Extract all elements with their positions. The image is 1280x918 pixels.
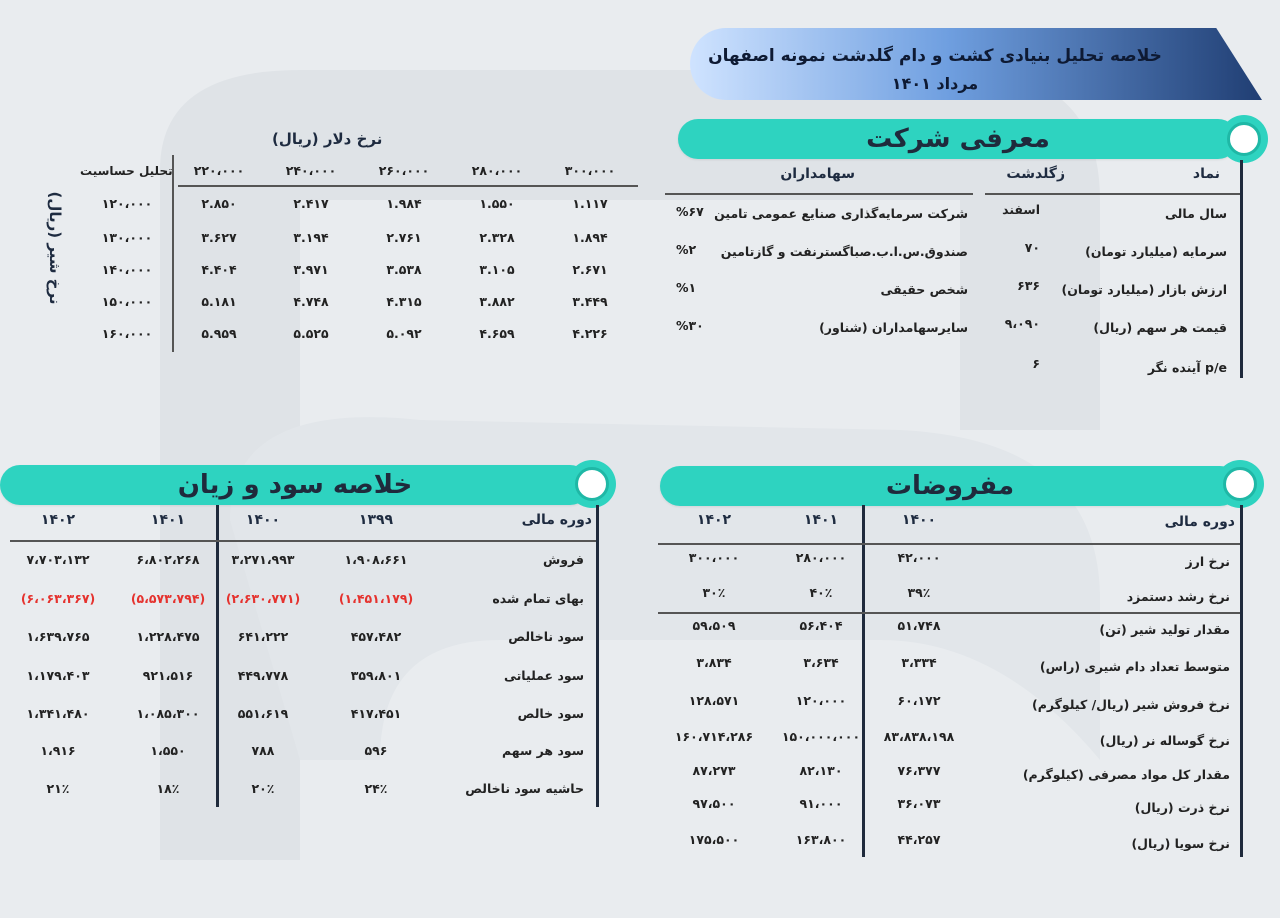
assumptions-cell: ۳۰٪ bbox=[702, 585, 726, 600]
assumptions-year-header: ۱۴۰۰ bbox=[901, 512, 937, 528]
pl-cell: ۶،۸۰۲،۲۶۸ bbox=[136, 552, 200, 567]
assumptions-cell: ۹۷،۵۰۰ bbox=[692, 796, 736, 811]
symbol-label: نماد bbox=[1192, 166, 1220, 182]
pl-row-label: سود هر سهم bbox=[501, 743, 584, 758]
company-vline bbox=[1240, 160, 1243, 378]
assumptions-cell: ۳،۳۳۴ bbox=[901, 655, 937, 670]
pl-cell: ۲۱٪ bbox=[46, 781, 70, 796]
assumptions-cell: ۵۶،۴۰۴ bbox=[799, 618, 843, 633]
sensitivity-column-header: ۲۴۰،۰۰۰ bbox=[285, 163, 337, 178]
pl-cell: ۷،۷۰۳،۱۳۲ bbox=[26, 552, 90, 567]
pl-cell: ۱،۰۸۵،۳۰۰ bbox=[136, 706, 200, 721]
shareholder-percent: %۱ bbox=[676, 280, 697, 295]
assumptions-cell: ۱۵۰،۰۰۰،۰۰۰ bbox=[781, 729, 861, 744]
sensitivity-column-header: ۲۸۰،۰۰۰ bbox=[471, 163, 523, 178]
pl-cell: (۲،۶۳۰،۷۷۱) bbox=[225, 591, 301, 606]
pl-cell: ۱،۵۵۰ bbox=[150, 743, 186, 758]
pl-cell: (۶،۰۶۳،۳۶۷) bbox=[20, 591, 96, 606]
pl-cell: ۱،۳۴۱،۴۸۰ bbox=[26, 706, 90, 721]
pl-cell: ۵۹۶ bbox=[364, 743, 388, 758]
sensitivity-cell: ۱.۱۱۷ bbox=[572, 196, 608, 211]
assumptions-cell: ۹۱،۰۰۰ bbox=[799, 796, 843, 811]
pl-cell: ۱،۶۳۹،۷۶۵ bbox=[26, 629, 90, 644]
shareholders-label: سهامداران bbox=[780, 166, 855, 182]
sensitivity-cell: ۴.۳۱۵ bbox=[386, 294, 422, 309]
sensitivity-cell: ۵.۵۲۵ bbox=[293, 326, 329, 341]
pl-row-label: سود خالص bbox=[517, 706, 584, 721]
shareholder-percent: %۲ bbox=[676, 242, 697, 257]
assumptions-year-header: ۱۴۰۱ bbox=[803, 512, 839, 528]
company-row-value: ۹،۰۹۰ bbox=[1004, 316, 1040, 331]
pl-row-label: سود عملیاتی bbox=[503, 668, 584, 683]
company-row-value: ۷۰ bbox=[1024, 240, 1040, 255]
company-row-label: سال مالی bbox=[1165, 206, 1227, 221]
sensitivity-cell: ۴.۶۵۹ bbox=[479, 326, 515, 341]
symbol-value: زگلدشت bbox=[1006, 166, 1065, 182]
sensitivity-cell: ۵.۰۹۲ bbox=[386, 326, 422, 341]
shareholder-percent: %۶۷ bbox=[676, 204, 704, 219]
assumptions-cell: ۴۲،۰۰۰ bbox=[897, 550, 941, 565]
assumptions-cell: ۳،۶۳۴ bbox=[803, 655, 839, 670]
sensitivity-cell: ۳.۹۷۱ bbox=[293, 262, 329, 277]
pl-header-line bbox=[10, 540, 596, 542]
report-date: مرداد ۱۴۰۱ bbox=[891, 74, 979, 93]
assumptions-cell: ۱۶۰،۷۱۴،۲۸۶ bbox=[674, 729, 754, 744]
shareholder-percent: %۳۰ bbox=[676, 318, 704, 333]
company-row-value: ۶ bbox=[1032, 356, 1040, 371]
sensitivity-column-header: ۲۶۰،۰۰۰ bbox=[378, 163, 430, 178]
assumptions-cell: ۳،۸۳۴ bbox=[696, 655, 732, 670]
sensitivity-vline bbox=[172, 155, 174, 352]
company-header-line-2 bbox=[985, 193, 1240, 195]
assumptions-cell: ۵۱،۷۴۸ bbox=[897, 618, 941, 633]
assumptions-row-label: متوسط تعداد دام شیری (راس) bbox=[1039, 659, 1230, 674]
assumptions-row-label: نرخ فروش شیر (ریال/ کیلوگرم) bbox=[1032, 697, 1230, 712]
pl-vline-mid bbox=[216, 505, 219, 807]
assumptions-cell: ۴۴،۲۵۷ bbox=[897, 832, 941, 847]
company-row-label: سرمایه (میلیارد تومان) bbox=[1085, 244, 1227, 259]
pl-cell: (۵،۵۷۳،۷۹۴) bbox=[130, 591, 206, 606]
company-ring-icon bbox=[1220, 115, 1268, 163]
assumptions-cell: ۶۰،۱۷۲ bbox=[897, 693, 941, 708]
pl-cell: ۱،۱۷۹،۴۰۳ bbox=[26, 668, 90, 683]
sensitivity-cell: ۳.۶۲۷ bbox=[201, 230, 237, 245]
pl-row-label: بهای تمام شده bbox=[492, 591, 584, 606]
pl-year-header: ۱۴۰۲ bbox=[40, 512, 76, 528]
assumptions-ring-icon bbox=[1216, 460, 1264, 508]
sensitivity-row-label: ۱۳۰،۰۰۰ bbox=[101, 230, 153, 245]
shareholder-name: شرکت سرمایه‌گذاری صنایع عمومی تامین bbox=[714, 206, 968, 221]
pl-row-label: حاشیه سود ناخالص bbox=[465, 781, 584, 796]
sensitivity-row-label: ۱۶۰،۰۰۰ bbox=[101, 326, 153, 341]
report-title: خلاصه تحلیل بنیادی کشت و دام گلدشت نمونه اصفهان bbox=[708, 46, 1162, 66]
assumptions-row-label: نرخ رشد دستمزد bbox=[1126, 589, 1230, 604]
company-banner: معرفی شرکت bbox=[678, 119, 1238, 159]
shareholder-name: شخص حقیقی bbox=[880, 282, 968, 297]
pl-year-header: ۱۴۰۰ bbox=[245, 512, 281, 528]
pl-cell: ۴۴۹،۷۷۸ bbox=[237, 668, 289, 683]
sensitivity-cell: ۵.۱۸۱ bbox=[201, 294, 237, 309]
sensitivity-cell: ۴.۴۰۴ bbox=[201, 262, 237, 277]
sensitivity-cell: ۴.۲۲۶ bbox=[572, 326, 608, 341]
assumptions-cell: ۱۷۵،۵۰۰ bbox=[688, 832, 740, 847]
sensitivity-header-line bbox=[178, 185, 638, 187]
pl-period-label: دوره مالی bbox=[521, 512, 592, 528]
company-row-value: ۶۳۶ bbox=[1017, 278, 1040, 293]
milk-rate-label: نرخ شیر (ریال) bbox=[46, 191, 64, 305]
assumptions-cell: ۴۰٪ bbox=[809, 585, 833, 600]
pl-row-label: فروش bbox=[543, 552, 584, 567]
sensitivity-cell: ۲.۳۲۸ bbox=[479, 230, 515, 245]
sensitivity-cell: ۳.۸۸۲ bbox=[479, 294, 515, 309]
sensitivity-cell: ۱.۹۸۴ bbox=[386, 196, 422, 211]
assumptions-row-label: نرخ ذرت (ریال) bbox=[1134, 800, 1230, 815]
sensitivity-cell: ۲.۶۷۱ bbox=[572, 262, 608, 277]
pl-cell: ۳،۲۷۱،۹۹۳ bbox=[231, 552, 295, 567]
assumptions-cell: ۱۶۳،۸۰۰ bbox=[795, 832, 847, 847]
company-row-label: قیمت هر سهم (ریال) bbox=[1093, 320, 1227, 335]
company-row-label: p/e آینده نگر bbox=[1147, 360, 1227, 375]
pl-cell: ۴۵۷،۴۸۲ bbox=[350, 629, 402, 644]
sensitivity-cell: ۵.۹۵۹ bbox=[201, 326, 237, 341]
assumptions-row-label: مقدار تولید شیر (تن) bbox=[1099, 622, 1230, 637]
sensitivity-column-header: ۲۲۰،۰۰۰ bbox=[193, 163, 245, 178]
pl-cell: ۱،۲۲۸،۴۷۵ bbox=[136, 629, 200, 644]
assumptions-row-label: نرخ ارز bbox=[1185, 554, 1230, 569]
assumptions-cell: ۱۲۰،۰۰۰ bbox=[795, 693, 847, 708]
assumptions-row-label: نرخ گوساله نر (ریال) bbox=[1099, 733, 1230, 748]
pl-vline-right bbox=[596, 505, 599, 807]
pl-ring-icon bbox=[568, 460, 616, 508]
assumptions-row-label: نرخ سویا (ریال) bbox=[1131, 836, 1230, 851]
assumptions-cell: ۱۲۸،۵۷۱ bbox=[688, 693, 740, 708]
assumptions-cell: ۸۷،۲۷۳ bbox=[692, 763, 736, 778]
pl-cell: ۲۴٪ bbox=[364, 781, 388, 796]
assumptions-cell: ۳۹٪ bbox=[907, 585, 931, 600]
pl-cell: ۱،۹۱۶ bbox=[40, 743, 76, 758]
dollar-rate-label: نرخ دلار (ریال) bbox=[272, 130, 383, 148]
sensitivity-cell: ۱.۵۵۰ bbox=[479, 196, 515, 211]
sensitivity-cell: ۲.۴۱۷ bbox=[293, 196, 329, 211]
assumptions-row-label: مقدار کل مواد مصرفی (کیلوگرم) bbox=[1022, 767, 1230, 782]
sensitivity-cell: ۴.۷۴۸ bbox=[293, 294, 329, 309]
pl-cell: ۲۰٪ bbox=[251, 781, 275, 796]
company-header-line bbox=[665, 193, 973, 195]
pl-cell: ۴۱۷،۴۵۱ bbox=[350, 706, 402, 721]
pl-year-header: ۱۴۰۱ bbox=[150, 512, 186, 528]
pl-cell: ۱،۹۰۸،۶۶۱ bbox=[344, 552, 408, 567]
pl-cell: ۵۵۱،۶۱۹ bbox=[237, 706, 289, 721]
shareholder-name: سایرسهامداران (شناور) bbox=[819, 320, 968, 335]
sensitivity-corner-label: تحلیل حساسیت bbox=[80, 164, 173, 178]
pl-cell: ۷۸۸ bbox=[251, 743, 275, 758]
assumptions-cell: ۳۰۰،۰۰۰ bbox=[688, 550, 740, 565]
assumptions-cell: ۸۳،۸۳۸،۱۹۸ bbox=[883, 729, 955, 744]
assumptions-banner: مفروضات bbox=[660, 466, 1240, 506]
sensitivity-row-label: ۱۵۰،۰۰۰ bbox=[101, 294, 153, 309]
assumptions-vline-right bbox=[1240, 505, 1243, 857]
assumptions-divider-line bbox=[658, 612, 1240, 614]
pl-year-header: ۱۳۹۹ bbox=[358, 512, 394, 528]
assumptions-year-header: ۱۴۰۲ bbox=[696, 512, 732, 528]
sensitivity-cell: ۲.۸۵۰ bbox=[201, 196, 237, 211]
sensitivity-cell: ۳.۱۹۴ bbox=[293, 230, 329, 245]
sensitivity-row-label: ۱۲۰،۰۰۰ bbox=[101, 196, 153, 211]
assumptions-header-line bbox=[658, 543, 1240, 545]
pl-cell: ۹۲۱،۵۱۶ bbox=[142, 668, 194, 683]
sensitivity-cell: ۳.۵۳۸ bbox=[386, 262, 422, 277]
sensitivity-cell: ۳.۱۰۵ bbox=[479, 262, 515, 277]
company-row-value: اسفند bbox=[1002, 202, 1040, 217]
sensitivity-cell: ۲.۷۶۱ bbox=[386, 230, 422, 245]
assumptions-period-label: دوره مالی bbox=[1164, 514, 1235, 530]
assumptions-cell: ۲۸۰،۰۰۰ bbox=[795, 550, 847, 565]
sensitivity-cell: ۱.۸۹۴ bbox=[572, 230, 608, 245]
pl-row-label: سود ناخالص bbox=[508, 629, 584, 644]
pl-cell: ۱۸٪ bbox=[156, 781, 180, 796]
pl-cell: ۳۵۹،۸۰۱ bbox=[350, 668, 402, 683]
assumptions-cell: ۵۹،۵۰۹ bbox=[692, 618, 736, 633]
sensitivity-cell: ۳.۴۴۹ bbox=[572, 294, 608, 309]
pl-cell: ۶۴۱،۲۲۲ bbox=[237, 629, 289, 644]
company-row-label: ارزش بازار (میلیارد تومان) bbox=[1061, 282, 1227, 297]
sensitivity-column-header: ۳۰۰،۰۰۰ bbox=[564, 163, 616, 178]
assumptions-cell: ۳۶،۰۷۳ bbox=[897, 796, 941, 811]
sensitivity-row-label: ۱۴۰،۰۰۰ bbox=[101, 262, 153, 277]
pl-cell: (۱،۴۵۱،۱۷۹) bbox=[338, 591, 414, 606]
assumptions-cell: ۸۲،۱۳۰ bbox=[799, 763, 843, 778]
pl-banner: خلاصه سود و زیان bbox=[0, 465, 590, 505]
shareholder-name: صندوق.س.ا.ب.صباگسترنفت و گازتامین bbox=[720, 244, 968, 259]
assumptions-cell: ۷۶،۳۷۷ bbox=[897, 763, 941, 778]
